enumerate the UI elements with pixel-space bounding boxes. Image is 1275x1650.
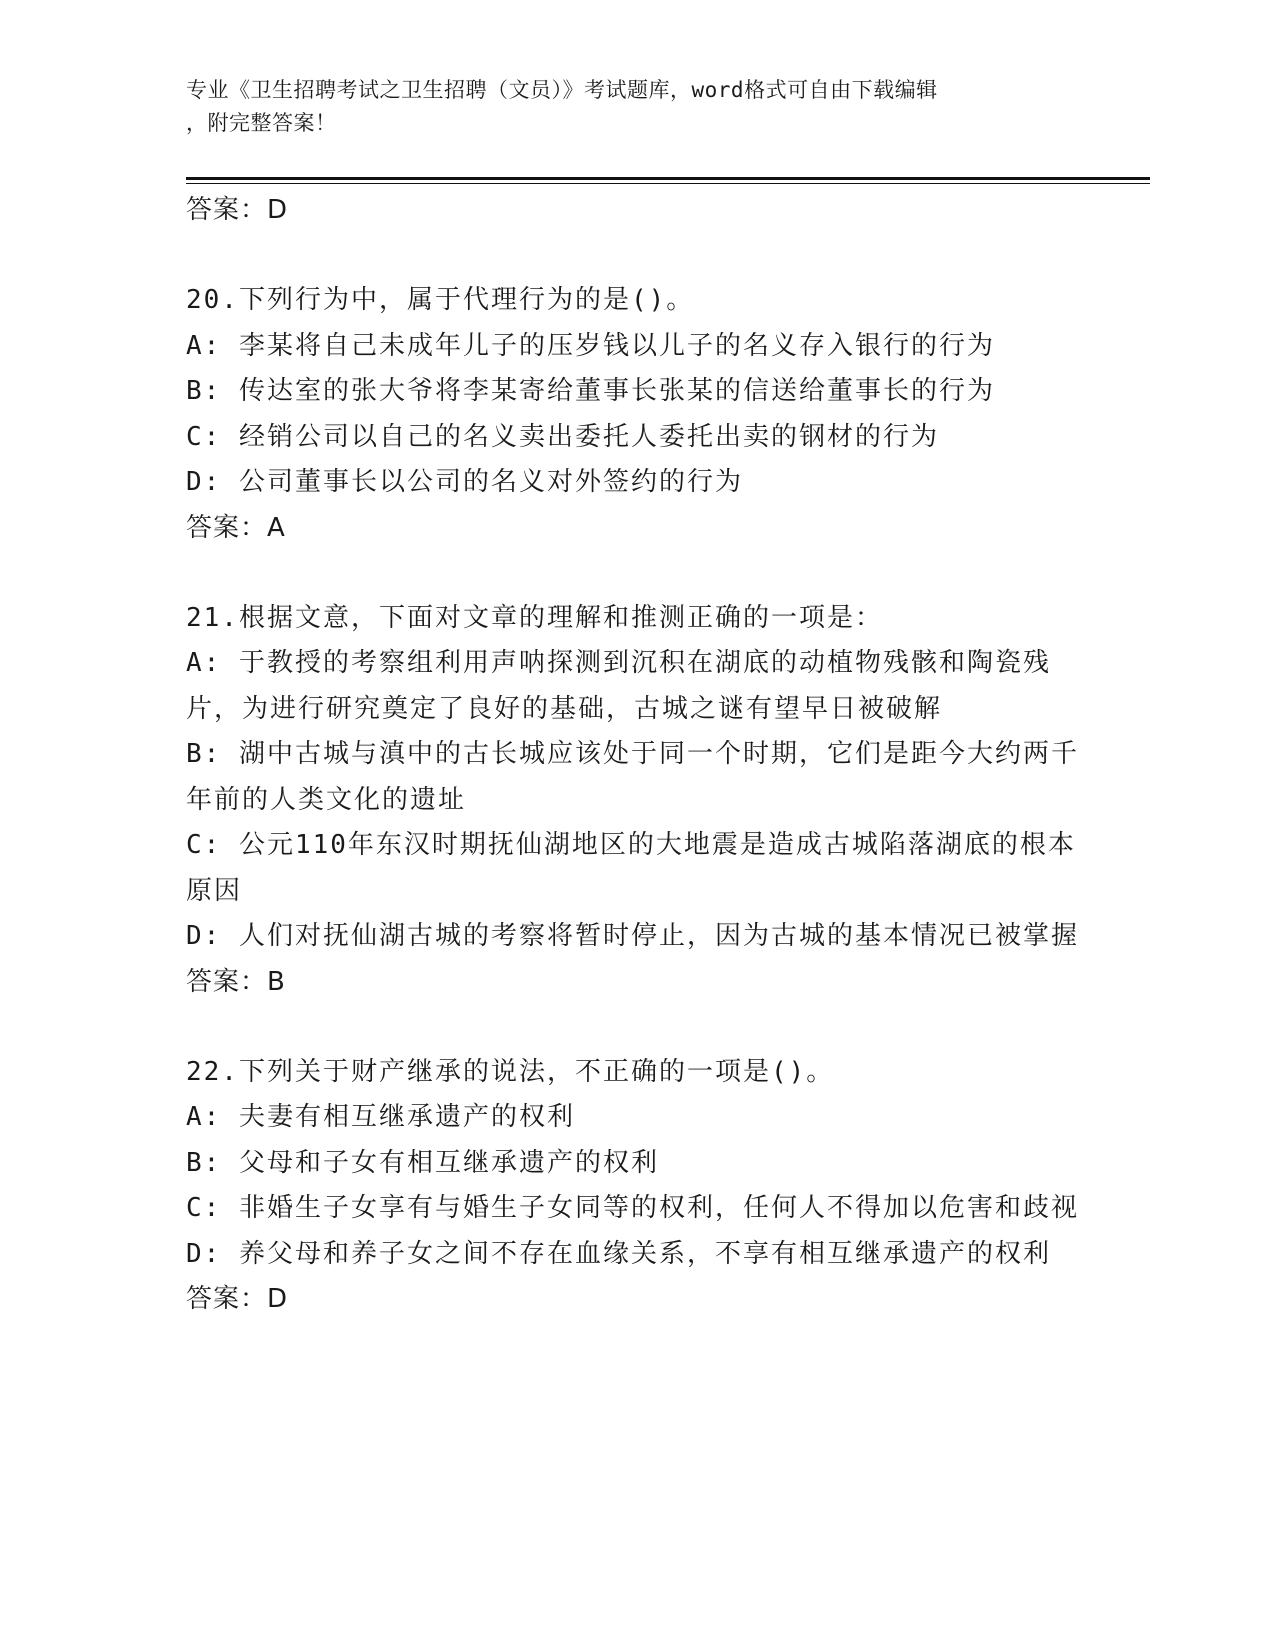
option-c: C: 非婚生子女享有与婚生子女同等的权利，任何人不得加以危害和歧视 <box>186 1193 1079 1223</box>
spacer <box>186 551 1086 596</box>
option-a: A: 李某将自己未成年儿子的压岁钱以儿子的名义存入银行的行为 <box>186 330 995 361</box>
answer-label: 答案：A <box>186 512 286 543</box>
question-block-21 <box>186 596 1086 1005</box>
answer-label: 答案：B <box>186 966 286 997</box>
option-b: B: 传达室的张大爷将李某寄给董事长张某的信送给董事长的行为 <box>186 376 995 406</box>
question-list <box>186 188 1086 1322</box>
option-a: A: 夫妻有相互继承遗产的权利 <box>186 1102 575 1132</box>
previous-answer: 答案：D <box>186 195 289 225</box>
header-divider-thick <box>186 177 1150 180</box>
option-c: C: 公元110年东汉时期抚仙湖地区的大地震是造成古城陷落湖底的根本原因 <box>186 830 1076 906</box>
option-b: B: 父母和子女有相互继承遗产的权利 <box>186 1147 659 1178</box>
option-d: D: 公司董事长以公司的名义对外签约的行为 <box>186 467 743 497</box>
question-stem: 21.根据文意，下面对文章的理解和推测正确的一项是： <box>186 602 883 633</box>
option-d: D: 人们对抚仙湖古城的考察将暂时停止，因为古城的基本情况已被掌握 <box>186 921 1079 951</box>
question-block-22 <box>186 1050 1086 1323</box>
option-b: B: 湖中古城与滇中的古长城应该处于同一个时期，它们是距今大约两千年前的人类文化的遗址 <box>186 739 1079 815</box>
question-block-20 <box>186 278 1086 551</box>
question-stem: 20.下列行为中，属于代理行为的是()。 <box>186 285 695 315</box>
spacer <box>186 233 1086 278</box>
option-c: C: 经销公司以自己的名义卖出委托人委托出卖的钢材的行为 <box>186 421 939 452</box>
spacer <box>186 1005 1086 1050</box>
option-a: A: 于教授的考察组利用声呐探测到沉积在湖底的动植物残骸和陶瓷残片，为进行研究奠定了良好的基础，古城之谜有望早日被破解 <box>186 648 1051 724</box>
question-stem: 22.下列关于财产继承的说法，不正确的一项是()。 <box>186 1056 835 1087</box>
document-header <box>186 74 1086 140</box>
answer-label: 答案：D <box>186 1284 289 1314</box>
header-line-1: 专业《卫生招聘考试之卫生招聘（文员）》考试题库，word格式可自由下载编辑 <box>186 78 938 102</box>
header-line-2: ，附完整答案！ <box>186 111 337 135</box>
option-d: D: 养父母和养子女之间不存在血缘关系，不享有相互继承遗产的权利 <box>186 1238 1051 1269</box>
header-divider-thin <box>186 183 1150 184</box>
